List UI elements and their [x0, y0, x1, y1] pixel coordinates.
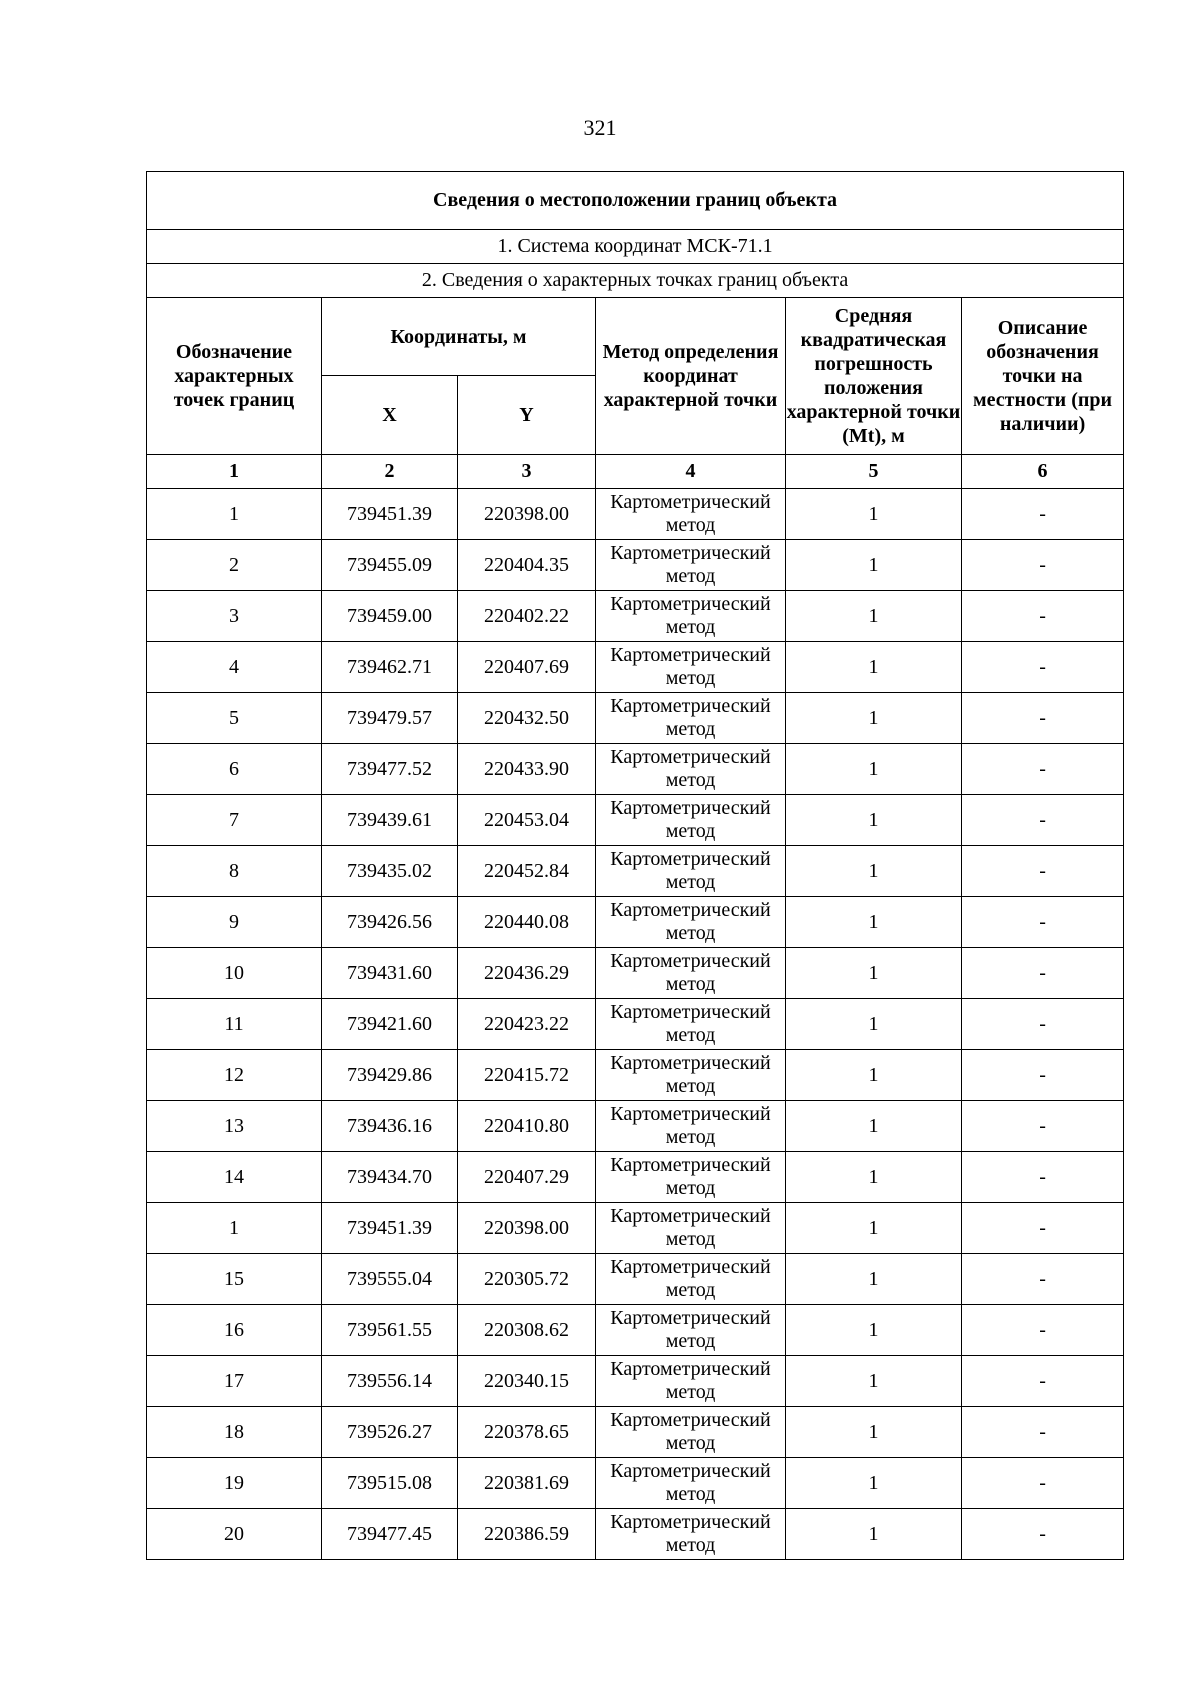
error-cell: 1: [786, 1152, 962, 1203]
point-cell: 4: [147, 642, 322, 693]
description-cell: -: [962, 999, 1124, 1050]
method-cell: [596, 999, 786, 1050]
method-cell: [596, 846, 786, 897]
description-cell: -: [962, 489, 1124, 540]
point-cell: 6: [147, 744, 322, 795]
method-line: Картометрический: [610, 1103, 771, 1125]
x-coordinate-cell: 739477.45: [322, 1509, 458, 1560]
method-cell: [596, 948, 786, 999]
method-line: метод: [665, 1432, 716, 1454]
x-coordinate-cell: 739462.71: [322, 642, 458, 693]
error-cell: 1: [786, 1101, 962, 1152]
table-row: [147, 1050, 1124, 1101]
x-coordinate-cell: 739426.56: [322, 897, 458, 948]
header-description: Описание обозначения точки на местности (при наличии): [962, 298, 1124, 455]
description-cell: -: [962, 591, 1124, 642]
point-cell: 11: [147, 999, 322, 1050]
method-cell: [596, 489, 786, 540]
column-number-row: [147, 455, 1124, 489]
y-coordinate-cell: 220340.15: [458, 1356, 596, 1407]
description-cell: -: [962, 948, 1124, 999]
table-row: [147, 999, 1124, 1050]
y-coordinate-cell: 220308.62: [458, 1305, 596, 1356]
x-coordinate-cell: 739455.09: [322, 540, 458, 591]
point-cell: 8: [147, 846, 322, 897]
table-row: [147, 1254, 1124, 1305]
description-cell: -: [962, 1356, 1124, 1407]
coordinate-system-line: 1. Система координат МСК-71.1: [147, 230, 1124, 264]
error-cell: 1: [786, 1509, 962, 1560]
x-coordinate-cell: 739459.00: [322, 591, 458, 642]
description-cell: -: [962, 1509, 1124, 1560]
column-number: 1: [147, 455, 322, 489]
method-line: метод: [665, 565, 716, 587]
header-designation: Обозначение характерных точек границ: [147, 298, 322, 455]
method-line: Картометрический: [610, 848, 771, 870]
method-line: Картометрический: [610, 1205, 771, 1227]
method-line: Картометрический: [610, 644, 771, 666]
method-line: метод: [665, 1381, 716, 1403]
y-coordinate-cell: 220404.35: [458, 540, 596, 591]
y-coordinate-cell: 220440.08: [458, 897, 596, 948]
table-row: [147, 1101, 1124, 1152]
method-line: метод: [665, 718, 716, 740]
point-cell: 20: [147, 1509, 322, 1560]
y-coordinate-cell: 220305.72: [458, 1254, 596, 1305]
method-cell: [596, 540, 786, 591]
error-cell: 1: [786, 1254, 962, 1305]
point-cell: 1: [147, 1203, 322, 1254]
x-coordinate-cell: 739479.57: [322, 693, 458, 744]
description-cell: -: [962, 642, 1124, 693]
error-cell: 1: [786, 999, 962, 1050]
table-row: [147, 948, 1124, 999]
y-coordinate-cell: 220386.59: [458, 1509, 596, 1560]
method-line: Картометрический: [610, 899, 771, 921]
method-cell: [596, 1050, 786, 1101]
boundary-table: [146, 171, 1124, 1560]
header-y: Y: [458, 376, 596, 455]
method-cell: [596, 744, 786, 795]
method-line: метод: [665, 871, 716, 893]
method-line: Картометрический: [610, 1511, 771, 1533]
point-cell: 13: [147, 1101, 322, 1152]
y-coordinate-cell: 220453.04: [458, 795, 596, 846]
description-cell: -: [962, 540, 1124, 591]
header-error: Средняя квадратическая погрешность положения характерной точки (Mt), м: [786, 298, 962, 455]
table-row: [147, 795, 1124, 846]
y-coordinate-cell: 220415.72: [458, 1050, 596, 1101]
points-info-line: 2. Сведения о характерных точках границ объекта: [147, 264, 1124, 298]
x-coordinate-cell: 739431.60: [322, 948, 458, 999]
method-line: метод: [665, 1483, 716, 1505]
error-cell: 1: [786, 1407, 962, 1458]
error-cell: 1: [786, 948, 962, 999]
method-line: метод: [665, 616, 716, 638]
method-line: метод: [665, 1534, 716, 1556]
description-cell: -: [962, 1458, 1124, 1509]
x-coordinate-cell: 739526.27: [322, 1407, 458, 1458]
point-cell: 7: [147, 795, 322, 846]
x-coordinate-cell: 739451.39: [322, 489, 458, 540]
method-line: метод: [665, 1024, 716, 1046]
error-cell: 1: [786, 489, 962, 540]
table-title: Сведения о местоположении границ объекта: [147, 172, 1124, 230]
x-coordinate-cell: 739451.39: [322, 1203, 458, 1254]
method-line: метод: [665, 820, 716, 842]
table-row: [147, 591, 1124, 642]
header-x: X: [322, 376, 458, 455]
method-cell: [596, 795, 786, 846]
point-cell: 16: [147, 1305, 322, 1356]
column-number: 2: [322, 455, 458, 489]
x-coordinate-cell: 739434.70: [322, 1152, 458, 1203]
method-line: Картометрический: [610, 1052, 771, 1074]
table-row: [147, 1509, 1124, 1560]
method-line: Картометрический: [610, 491, 771, 513]
method-line: метод: [665, 1279, 716, 1301]
point-cell: 18: [147, 1407, 322, 1458]
table-row: [147, 1203, 1124, 1254]
description-cell: -: [962, 897, 1124, 948]
method-line: Картометрический: [610, 1460, 771, 1482]
method-line: метод: [665, 1126, 716, 1148]
method-line: Картометрический: [610, 1001, 771, 1023]
method-cell: [596, 693, 786, 744]
table-row: [147, 744, 1124, 795]
method-cell: [596, 1356, 786, 1407]
method-cell: [596, 1152, 786, 1203]
x-coordinate-cell: 739439.61: [322, 795, 458, 846]
method-cell: [596, 1101, 786, 1152]
description-cell: -: [962, 795, 1124, 846]
table-row: [147, 846, 1124, 897]
method-line: метод: [665, 1177, 716, 1199]
x-coordinate-cell: 739477.52: [322, 744, 458, 795]
method-line: Картометрический: [610, 542, 771, 564]
error-cell: 1: [786, 591, 962, 642]
header-method: Метод определения координат характерной точки: [596, 298, 786, 455]
method-line: Картометрический: [610, 1307, 771, 1329]
method-line: Картометрический: [610, 1409, 771, 1431]
error-cell: 1: [786, 744, 962, 795]
y-coordinate-cell: 220432.50: [458, 693, 596, 744]
method-line: метод: [665, 1075, 716, 1097]
y-coordinate-cell: 220452.84: [458, 846, 596, 897]
error-cell: 1: [786, 1050, 962, 1101]
error-cell: 1: [786, 540, 962, 591]
y-coordinate-cell: 220398.00: [458, 489, 596, 540]
method-cell: [596, 1407, 786, 1458]
method-line: метод: [665, 1330, 716, 1352]
x-coordinate-cell: 739421.60: [322, 999, 458, 1050]
method-cell: [596, 1305, 786, 1356]
method-line: Картометрический: [610, 746, 771, 768]
method-line: метод: [665, 514, 716, 536]
method-cell: [596, 591, 786, 642]
error-cell: 1: [786, 1305, 962, 1356]
table-row: [147, 1152, 1124, 1203]
method-line: Картометрический: [610, 797, 771, 819]
x-coordinate-cell: 739515.08: [322, 1458, 458, 1509]
error-cell: 1: [786, 693, 962, 744]
y-coordinate-cell: 220381.69: [458, 1458, 596, 1509]
y-coordinate-cell: 220423.22: [458, 999, 596, 1050]
method-cell: [596, 1203, 786, 1254]
error-cell: 1: [786, 642, 962, 693]
table-row: [147, 1356, 1124, 1407]
table-row: [147, 1407, 1124, 1458]
method-line: метод: [665, 667, 716, 689]
error-cell: 1: [786, 1356, 962, 1407]
description-cell: -: [962, 1203, 1124, 1254]
column-number: 5: [786, 455, 962, 489]
y-coordinate-cell: 220436.29: [458, 948, 596, 999]
method-line: метод: [665, 973, 716, 995]
y-coordinate-cell: 220407.69: [458, 642, 596, 693]
method-cell: [596, 1254, 786, 1305]
point-cell: 19: [147, 1458, 322, 1509]
error-cell: 1: [786, 1458, 962, 1509]
point-cell: 14: [147, 1152, 322, 1203]
y-coordinate-cell: 220407.29: [458, 1152, 596, 1203]
x-coordinate-cell: 739436.16: [322, 1101, 458, 1152]
x-coordinate-cell: 739561.55: [322, 1305, 458, 1356]
y-coordinate-cell: 220398.00: [458, 1203, 596, 1254]
error-cell: 1: [786, 795, 962, 846]
table-row: [147, 540, 1124, 591]
method-line: Картометрический: [610, 593, 771, 615]
point-cell: 9: [147, 897, 322, 948]
point-cell: 15: [147, 1254, 322, 1305]
point-cell: 12: [147, 1050, 322, 1101]
method-line: Картометрический: [610, 695, 771, 717]
method-cell: [596, 1509, 786, 1560]
error-cell: 1: [786, 1203, 962, 1254]
point-cell: 3: [147, 591, 322, 642]
x-coordinate-cell: 739555.04: [322, 1254, 458, 1305]
column-number: 4: [596, 455, 786, 489]
description-cell: -: [962, 1305, 1124, 1356]
column-number: 6: [962, 455, 1124, 489]
page-number: 321: [583, 115, 617, 140]
description-cell: -: [962, 1050, 1124, 1101]
x-coordinate-cell: 739435.02: [322, 846, 458, 897]
y-coordinate-cell: 220378.65: [458, 1407, 596, 1458]
description-cell: -: [962, 1254, 1124, 1305]
method-line: Картометрический: [610, 950, 771, 972]
header-coordinates: Координаты, м: [322, 298, 596, 376]
method-cell: [596, 897, 786, 948]
point-cell: 2: [147, 540, 322, 591]
y-coordinate-cell: 220433.90: [458, 744, 596, 795]
y-coordinate-cell: 220402.22: [458, 591, 596, 642]
x-coordinate-cell: 739429.86: [322, 1050, 458, 1101]
method-line: метод: [665, 1228, 716, 1250]
description-cell: -: [962, 744, 1124, 795]
method-line: метод: [665, 922, 716, 944]
error-cell: 1: [786, 897, 962, 948]
table-row: [147, 897, 1124, 948]
point-cell: 5: [147, 693, 322, 744]
method-line: Картометрический: [610, 1358, 771, 1380]
description-cell: -: [962, 1407, 1124, 1458]
point-cell: 10: [147, 948, 322, 999]
table-row: [147, 489, 1124, 540]
method-line: Картометрический: [610, 1256, 771, 1278]
method-line: Картометрический: [610, 1154, 771, 1176]
y-coordinate-cell: 220410.80: [458, 1101, 596, 1152]
error-cell: 1: [786, 846, 962, 897]
table-row: [147, 1305, 1124, 1356]
point-cell: 17: [147, 1356, 322, 1407]
description-cell: -: [962, 693, 1124, 744]
description-cell: -: [962, 1101, 1124, 1152]
table-row: [147, 642, 1124, 693]
column-number: 3: [458, 455, 596, 489]
description-cell: -: [962, 1152, 1124, 1203]
method-line: метод: [665, 769, 716, 791]
table-row: [147, 693, 1124, 744]
method-cell: [596, 1458, 786, 1509]
point-cell: 1: [147, 489, 322, 540]
x-coordinate-cell: 739556.14: [322, 1356, 458, 1407]
table-row: [147, 1458, 1124, 1509]
description-cell: -: [962, 846, 1124, 897]
method-cell: [596, 642, 786, 693]
